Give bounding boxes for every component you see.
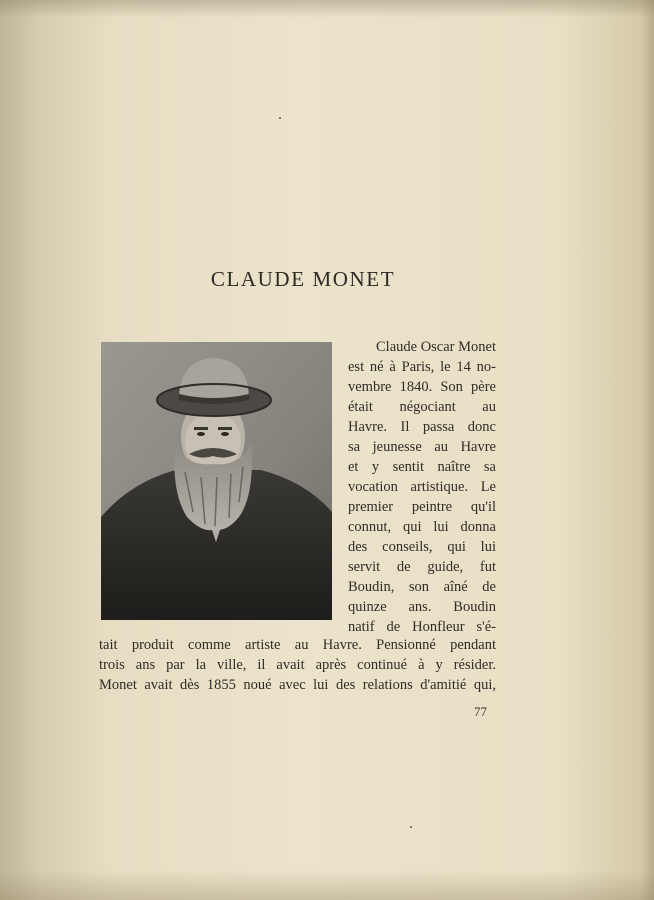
chapter-title: CLAUDE MONET xyxy=(210,267,396,291)
text-line: Monet avait dès 1855 noué avec lui des relations d'amitié qui, xyxy=(99,677,496,693)
text-line: natif de Honfleur s'é- xyxy=(348,619,496,635)
text-line: vocation artistique. Le xyxy=(348,479,496,495)
text-line: servit de guide, fut xyxy=(348,559,496,575)
text-line: connut, qui lui donna xyxy=(348,519,496,535)
page-number: 77 xyxy=(474,704,487,719)
text-line: tait produit comme artiste au Havre. Pensionné pendant xyxy=(99,637,496,653)
text-line: était négociant au xyxy=(348,399,496,415)
text-line: vembre 1840. Son père xyxy=(348,379,496,395)
text-line: trois ans par la ville, il avait après continué à y résider. xyxy=(99,657,496,673)
text-line: premier peintre qu'il xyxy=(348,499,496,515)
text-line: est né à Paris, le 14 no- xyxy=(348,359,496,375)
text-line: Boudin, son aîné de xyxy=(348,579,496,595)
portrait-photograph-icon xyxy=(101,342,332,620)
paper-speck xyxy=(410,826,412,828)
paper-speck xyxy=(279,117,281,119)
text-line: des conseils, qui lui xyxy=(348,539,496,555)
text-line: Havre. Il passa donc xyxy=(348,419,496,435)
text-line: quinze ans. Boudin xyxy=(348,599,496,615)
portrait-photograph xyxy=(101,342,332,620)
text-line: et y sentit naître sa xyxy=(348,459,496,475)
text-line: sa jeunesse au Havre xyxy=(348,439,496,455)
text-line: Claude Oscar Monet xyxy=(376,339,496,355)
